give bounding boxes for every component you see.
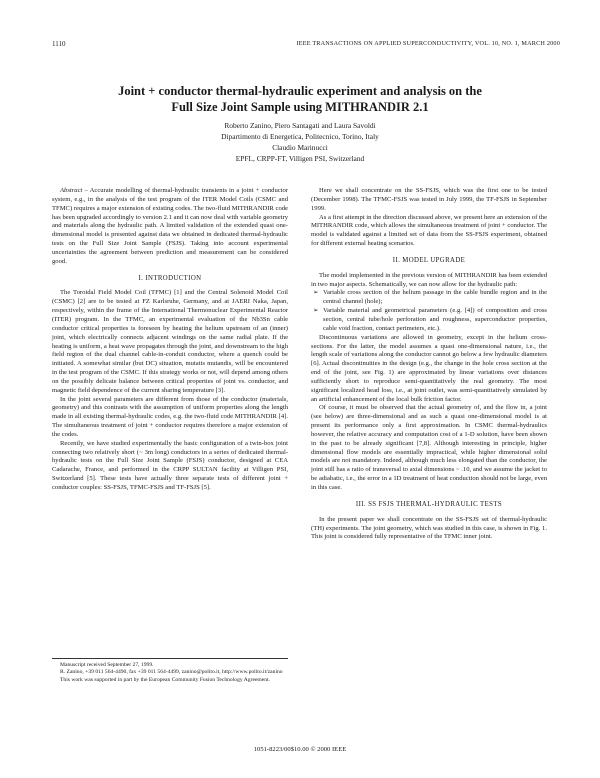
- author-affiliation-2: EPFL, CRPP-FT, Villigen PSI, Switzerland: [235, 154, 365, 163]
- abstract-text: – Accurate modelling of thermal-hydraulic transients in a joint + conductor system, e.g., in the analysis of the test program of the ITER Model Coils (CSMC and TFMC) requires a major extension of existing codes. The two-fluid MITHRANDIR code has been upgraded accordingly to version 2.1 and it can now deal with variable geometry and materials along the hydraulic path. A limited validation of the extended quasi one-dimensional model is presented against data we obtained in dedicated thermal-hydraulic tests on the Full Size Joint Sample (FSJS). Taking into account experimental uncertainties the agreement between prediction and measurement can be considered good.: [52, 187, 288, 265]
- footer-issn: 1051-8223/00$10.00 © 2000 IEEE: [253, 746, 347, 753]
- right-column: [311, 187, 547, 542]
- right-paragraph-2: As a first attempt in the direction discussed above, we present here an extension of the MITHRANDIR code, which allows the simultaneous treatment of joint + conductor. The model is validated against a limited set of data from the SS-FSJS experiment, obtained for different external heating scenarios.: [311, 213, 547, 248]
- author-names: Roberto Zanino, Piero Santagati and Laura Savoldi: [224, 121, 376, 130]
- title-line-2: Full Size Joint Sample using MITHRANDIR 2.1: [171, 100, 429, 114]
- author-name-2: Claudio Marinucci: [272, 143, 328, 152]
- model-paragraph-2: Discontinuous variations are allowed in geometry, except in the helium cross-sections. For the latter, the model assumes a quasi one-dimensional nature, i.e., the length scale of variations along the conductor cannot go below a few hydraulic diameters [6]. Actual discontinuities in the design (e.g., the change in the hole cross section at the end of the joint, see Fig. 1) are approximated by linear variations over distances sufficiently short to reproduce semi-quantitatively the real geometry. The most significant localized head loss, i.e., at joint outlet, was semi-quantitatively simulated by an artificial enhancement of the local bulk friction factor.: [311, 333, 547, 403]
- right-paragraph-1: Here we shall concentrate on the SS-FSJS, which was the first one to be tested (December 1998). The TFMC-FSJS was tested in July 1999, the TF-FSJS in September 1999.: [311, 187, 547, 212]
- left-column: [52, 187, 288, 493]
- paper-title: [40, 83, 560, 115]
- model-paragraph-1: The model implemented in the previous version of MITHRANDIR has been extended in two major aspects. Schematically, we can now allow for the hydraulic path:: [311, 271, 547, 288]
- author-block: [40, 120, 560, 164]
- intro-paragraph-2: In the joint several parameters are different from those of the conductor (materials, geometry) and this contrasts with the assumption of uniform properties along the length made in all existing thermal-hydraulic codes, e.g. the two-fluid code MITHRANDIR [4]. The simultaneous treatment of joint + conductor requires therefore a major extension of the codes.: [52, 395, 288, 438]
- bullet-item-2: [311, 307, 547, 334]
- journal-header: IEEE TRANSACTIONS ON APPLIED SUPERCONDUCTIVITY, VOL. 10, NO. 1, MARCH 2000: [296, 40, 560, 47]
- intro-paragraph-3: Recently, we have studied experimentally the basic configuration of a twin-box joint connecting two relatively short (~ 3m long) conductors in a series of dedicated thermal-hydraulic tests on the Full Size Joint Sample (FSJS) conductor, designed at CEA Cadarache, France, and performed in the CRPP SULTAN facility at Villigen PSI, Switzerland [5]. These tests have actually three separate tests of different joint + conductor couples: SS-FSJS, TFMC-FSJS and TF-FSJS [5].: [52, 439, 288, 491]
- footnote-received: Manuscript received September 27, 1999.: [60, 662, 154, 668]
- section-heading-introduction: I. INTRODUCTION: [138, 274, 202, 282]
- bullet-arrow-icon: ➢: [313, 307, 319, 315]
- section-heading-tests: III. SS FSJS THERMAL-HYDRAULIC TESTS: [355, 500, 503, 508]
- abstract: [52, 187, 288, 267]
- footnote-block: [52, 658, 288, 684]
- footnote-support: This work was supported in part by the European Community Fusion Technology Agreement.: [60, 676, 271, 683]
- title-line-1: Joint + conductor thermal-hydraulic experiment and analysis on the: [118, 84, 482, 98]
- author-affiliation-1: Dipartimento di Energetica, Politecnico, Torino, Italy: [221, 132, 379, 141]
- footnote-contact: R. Zanino, +39 011 564-4490, fax +39 011 564-4499, zanino@polito.it, http://www.polito.it/zanino: [60, 669, 283, 676]
- bullet-text-1: Variable cross section of the helium passage in the cable bundle region and in the central channel (hole);: [323, 289, 547, 306]
- bullet-arrow-icon: ➢: [313, 289, 319, 297]
- model-paragraph-3: Of course, it must be observed that the actual geometry of, and the flow in, a joint (see below) are three-dimensional and as such a quasi one-dimensional model is at present its performance only a first approximation. In CSMC thermal-hydraulics however, the relative accuracy and computation cost of a 1-D solution, have been shown in the past to be already significant [7,8]. Although interesting in principle, higher dimensional flow models are essentially impractical, while higher dimensional solid models are not mandatory. Indeed, although much less elongated than the conductor, the joint still has a ratio of transversal to axial dimensions ~ .10, and we assume the jacket to be adiabatic, i.e., the error in a 1D treatment of heat conduction should not be large, even in this case.: [311, 404, 547, 491]
- tests-paragraph-1: In the present paper we shall concentrate on the SS-FSJS set of thermal-hydraulic (TH) experiments. The joint geometry, which was studied in this case, is shown in Fig. 1. This joint is considered fully representative of the TFMC inner joint.: [311, 515, 547, 541]
- abstract-label: Abstract: [60, 187, 83, 194]
- intro-paragraph-1: The Toroidal Field Model Coil (TFMC) [1] and the Central Solenoid Model Coil (CSMC) [2] are to be tested at FZ Karlsruhe, Germany, and at JAERI Naka, Japan, respectively, within the frame of the International Thermonuclear Experimental Reactor (ITER) program. In the TFMC, an experimental evaluation of the Nb3Sn cable conductor critical properties is foreseen by heating the helium upstream of an (inner) joint, which electrically connects adjacent windings on the same radial plate. If the heating is uniform, a heat wave propagates through the joint, and downstream to the high field region of the dual channel cable-in-conduit conductor, where a quench could be initiated. A somewhat similar (but DC) situation, mutatis mutandis, will be encountered in the test program of the CSMC. If this strategy works or not, will depend among others on the possibly delicate balance between critical properties of joint vs. conductor, and magnetic field dependence of the current sharing temperature [3].: [52, 289, 288, 394]
- bullet-text-2: Variable material and geometrical parameters (e.g. [4]) of composition and cross section, central tube/hole perforation and roughness, superconductor properties, cable void fraction, contact perimeters, etc.).: [323, 307, 547, 332]
- section-heading-model: II. MODEL UPGRADE: [392, 256, 466, 264]
- bullet-item-1: [311, 289, 547, 307]
- page-number: 1110: [52, 40, 66, 48]
